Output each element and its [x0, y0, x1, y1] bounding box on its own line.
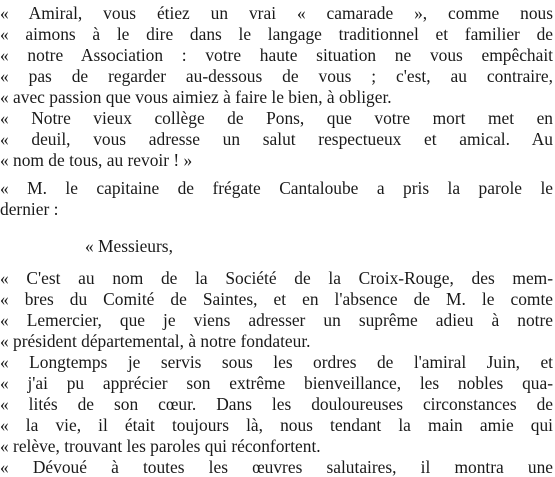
text-line: « aimons à le dire dans le langage traditionnel et familier de — [0, 24, 553, 44]
text-line: « bres du Comité de Saintes, et en l'absence de M. le comte — [0, 289, 553, 309]
text-line: « nom de tous, au revoir ! » — [0, 150, 193, 170]
text-line: « président départemental, à notre fondateur. — [0, 331, 311, 351]
text-line: « la vie, il était toujours là, nous tendant la main amie qui — [0, 415, 553, 435]
text-line: « lités de son cœur. Dans les douloureuses circonstances de — [0, 394, 553, 414]
text-line: « notre Association : votre haute situation ne vous empêchait — [0, 45, 553, 65]
text-line: « Longtemps je servis sous les ordres de l'amiral Juin, et — [0, 352, 553, 372]
text-line: « Amiral, vous étiez un vrai « camarade », comme nous — [0, 3, 553, 23]
text-line: « deuil, vous adresse un salut respectueux et amical. Au — [0, 129, 553, 149]
text-line: « Lemercier, que je viens adresser un suprême adieu à notre — [0, 310, 553, 330]
text-line: « Dévoué à toutes les œuvres salutaires, il montra une — [0, 457, 553, 477]
text-line: « C'est au nom de la Société de la Croix-Rouge, des mem- — [0, 268, 553, 288]
text-line: « Messieurs, — [85, 236, 173, 256]
text-line: dernier : — [0, 199, 59, 219]
text-line: « avec passion que vous aimiez à faire le bien, à obliger. — [0, 87, 392, 107]
text-line: « relève, trouvant les paroles qui réconfortent. — [0, 436, 321, 456]
text-line: « j'ai pu apprécier son extrême bienveillance, les nobles qua- — [0, 373, 553, 393]
text-line: « Notre vieux collège de Pons, que votre mort met en — [0, 108, 553, 128]
text-line: « pas de regarder au-dessous de vous ; c'est, au contraire, — [0, 66, 553, 86]
text-line: « M. le capitaine de frégate Cantaloube a pris la parole le — [0, 178, 553, 198]
